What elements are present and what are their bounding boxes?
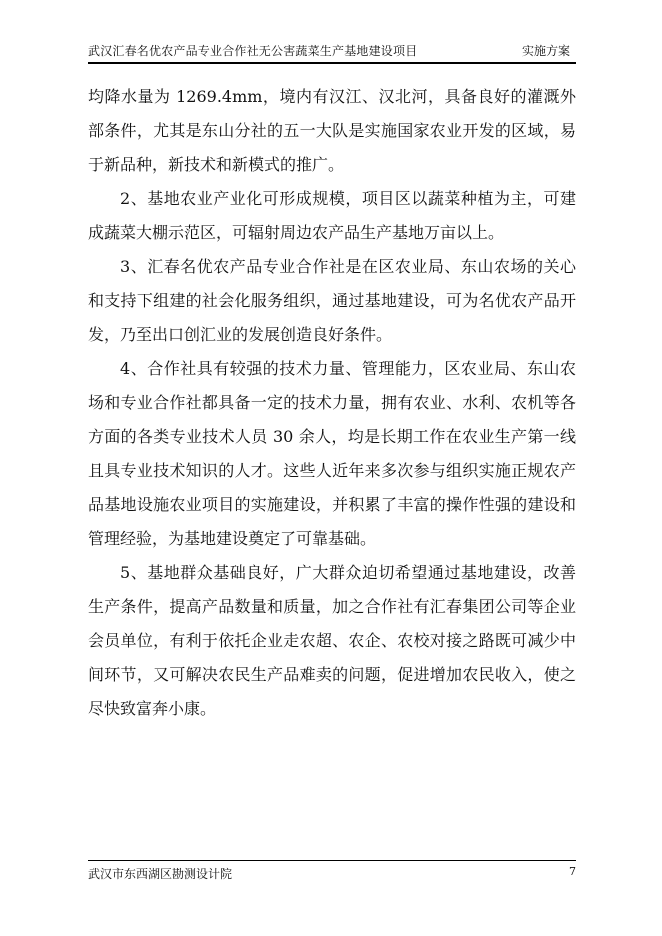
paragraph-item-3: 3、汇春名优农产品专业合作社是在区农业局、东山农场的关心和支持下组建的社会化服务组织，通过基地建设，可为名优农产品开发，乃至出口创汇业的发展创造良好条件。 <box>88 257 576 344</box>
page-footer <box>88 860 576 881</box>
document-body <box>88 80 576 726</box>
paragraph-item-4: 4、合作社具有较强的技术力量、管理能力，区农业局、东山农场和专业合作社都具备一定的技术力量，拥有农业、水利、农机等各方面的各类专业技术人员 30 余人，均是长期工作在农业生产第一线且具专业技术知识的人才。这些人近年来多次参与组织实施正规农产品基地设施农业项目的实施建设，并积累了丰富的操作性强的建设和管理经验，为基地建设奠定了可靠基础。 <box>88 359 576 548</box>
footer-organization: 武汉市东西湖区勘测设计院 <box>88 867 233 881</box>
header-title: 武汉汇春名优农产品专业合作社无公害蔬菜生产基地建设项目 <box>88 44 418 58</box>
paragraph-item-5: 5、基地群众基础良好，广大群众迫切希望通过基地建设，改善生产条件，提高产品数量和质量，加之合作社有汇春集团公司等企业会员单位，有利于依托企业走农超、农企、农校对接之路既可减少中间环节，又可解决农民生产品难卖的问题，促进增加农民收入，使之尽快致富奔小康。 <box>88 563 576 718</box>
header-section: 实施方案 <box>521 44 570 58</box>
page-number: 7 <box>569 865 576 878</box>
page-header <box>88 40 576 64</box>
paragraph-continuation: 均降水量为 1269.4mm，境内有汉江、汉北河，具备良好的灌溉外部条件，尤其是东山分社的五一大队是实施国家农业开发的区域，易于新品种，新技术和新模式的推广。 <box>88 87 576 174</box>
paragraph-item-2: 2、基地农业产业化可形成规模，项目区以蔬菜种植为主，可建成蔬菜大棚示范区，可辐射周边农产品生产基地万亩以上。 <box>88 189 576 242</box>
